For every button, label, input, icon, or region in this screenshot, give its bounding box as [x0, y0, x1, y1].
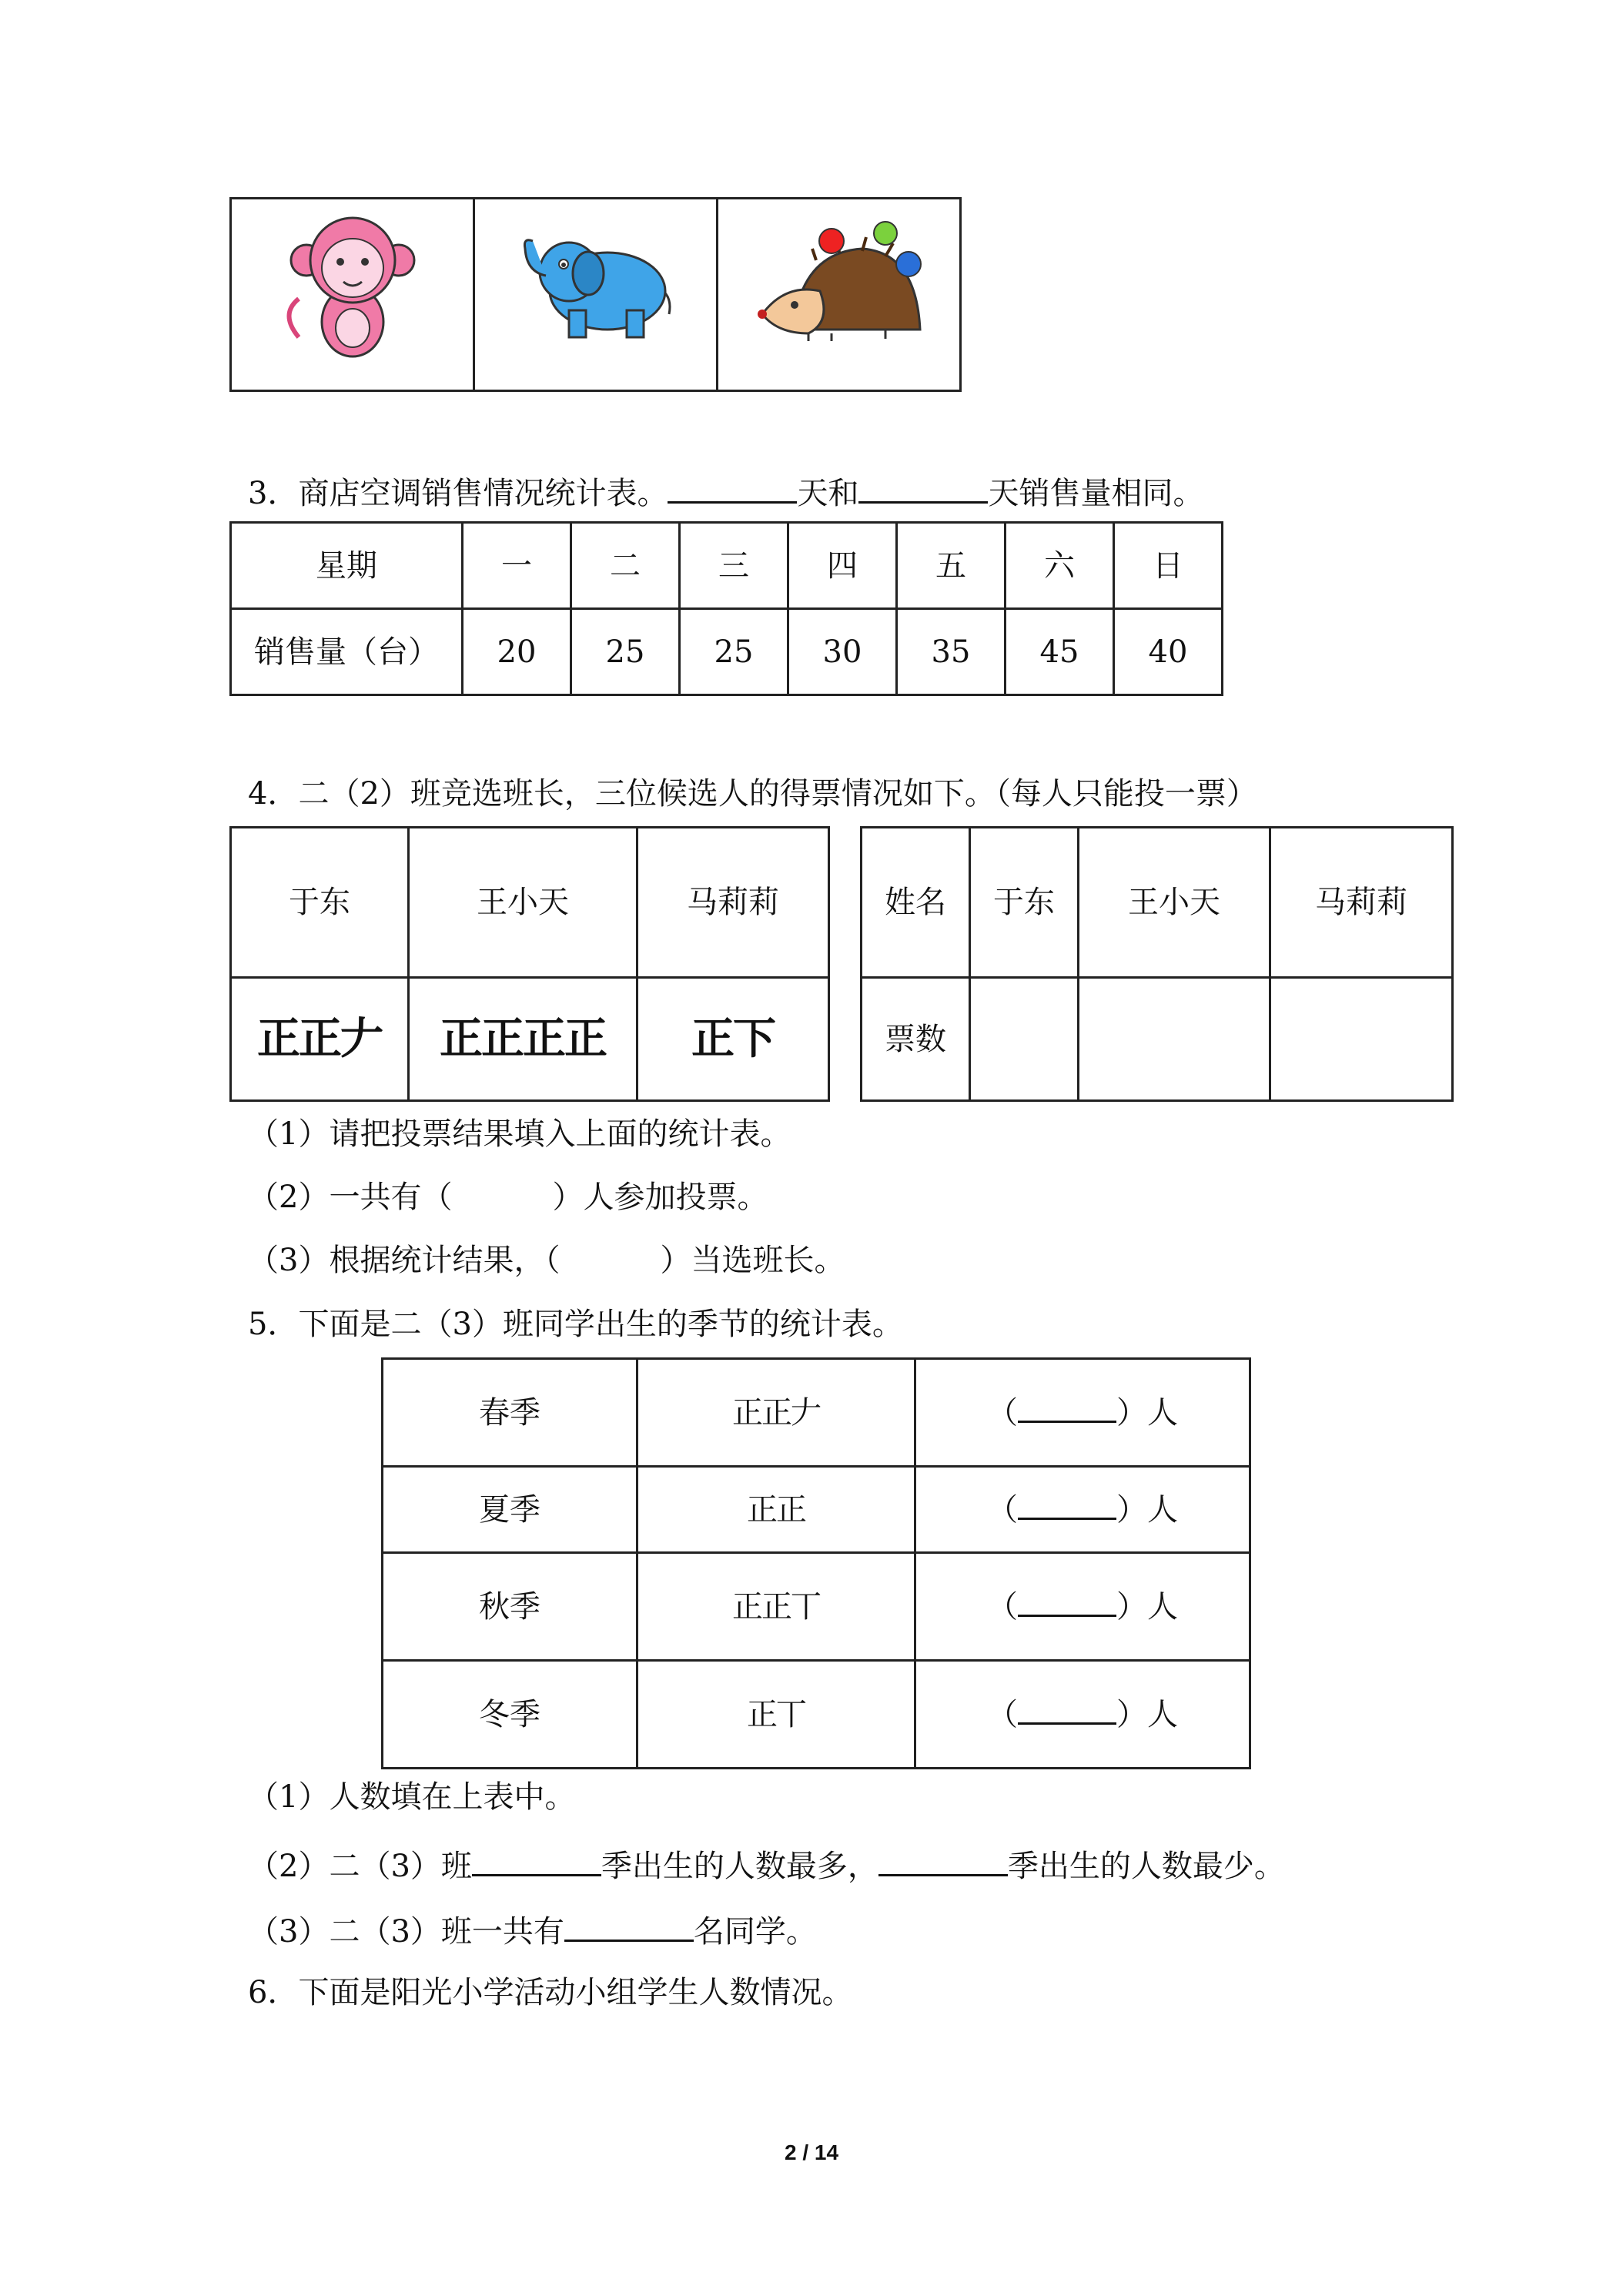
- q4-tally-name: 马莉莉: [637, 828, 829, 978]
- q3-header-cell: 日: [1114, 523, 1223, 609]
- q4-stat-row-label: 票数: [862, 978, 970, 1101]
- q3-header-cell: 星期: [231, 523, 463, 609]
- q5-season: 秋季: [383, 1553, 637, 1661]
- hedgehog-cell: [718, 199, 961, 391]
- q5-count-blank[interactable]: [1018, 1387, 1116, 1423]
- q3-text: [248, 467, 1203, 515]
- q4-tally-mark: 正正𠂇: [231, 978, 409, 1101]
- q5-count-cell[interactable]: [915, 1359, 1250, 1467]
- q5-count-cell[interactable]: [915, 1661, 1250, 1769]
- q5-count-blank[interactable]: [1018, 1581, 1116, 1617]
- q4-stat-input[interactable]: [1079, 978, 1270, 1101]
- q3-blank-2[interactable]: [858, 467, 988, 504]
- q4-sub2: [248, 1176, 768, 1219]
- q4-tally-name: 于东: [231, 828, 409, 978]
- q5-tally: 正正: [637, 1467, 915, 1553]
- q5-sub2-b: 季出生的人数最多，: [601, 1849, 878, 1884]
- q4-sub3: [248, 1239, 845, 1282]
- q5-blank-left: （: [987, 1588, 1018, 1625]
- q5-blank-right: ）人: [1116, 1394, 1178, 1431]
- q5-count-blank[interactable]: [1018, 1689, 1116, 1725]
- q4-stat-header: 马莉莉: [1270, 828, 1453, 978]
- q5-blank-right: ）人: [1116, 1491, 1178, 1528]
- q4-sub2-a: （2）一共有（: [248, 1180, 453, 1215]
- monkey-picture: [276, 206, 430, 360]
- q4-tally-name: 王小天: [409, 828, 637, 978]
- q5-season: 夏季: [383, 1467, 637, 1553]
- q6-title: 6．下面是阳光小学活动小组学生人数情况。: [248, 1975, 853, 2010]
- q5-sub2: [248, 1840, 1285, 1888]
- q3-value-cell: 40: [1114, 609, 1223, 695]
- q5-sub2-blank-2[interactable]: [878, 1840, 1008, 1876]
- q3-row-label: 销售量（台）: [231, 609, 463, 695]
- hedgehog-picture: [747, 206, 932, 360]
- q4-tally-mark: 正下: [637, 978, 829, 1101]
- q5-count-cell[interactable]: [915, 1553, 1250, 1661]
- q5-count-blank[interactable]: [1018, 1484, 1116, 1520]
- q4-stat-input[interactable]: [1270, 978, 1453, 1101]
- q3-prefix: 3．商店空调销售情况统计表。: [248, 476, 668, 511]
- q4-sub3-a: （3）根据统计结果，（: [248, 1243, 561, 1278]
- animal-picture-table: [229, 197, 962, 392]
- q5-sub1: （1）人数填在上表中。: [248, 1779, 576, 1815]
- q3-blank-1[interactable]: [668, 467, 797, 504]
- q3-header-cell: 六: [1006, 523, 1114, 609]
- q3-value-cell: 45: [1006, 609, 1114, 695]
- q3-header-cell: 三: [680, 523, 788, 609]
- q4-stat-table: [860, 826, 1454, 1102]
- q5-blank-left: （: [987, 1394, 1018, 1431]
- q5-tally: 正正𠂇: [637, 1359, 915, 1467]
- q3-value-cell: 20: [463, 609, 571, 695]
- q4-tally-table: [229, 826, 830, 1102]
- q5-sub3-a: （3）二（3）班一共有: [248, 1914, 564, 1950]
- q4-stat-header: 王小天: [1079, 828, 1270, 978]
- q3-header-cell: 一: [463, 523, 571, 609]
- q3-value-cell: 30: [788, 609, 897, 695]
- q5-sub3-b: 名同学。: [693, 1914, 817, 1950]
- q5-sub2-blank-1[interactable]: [472, 1840, 601, 1876]
- monkey-cell: [231, 199, 474, 391]
- q3-suffix: 天销售量相同。: [988, 476, 1204, 511]
- elephant-cell: [474, 199, 718, 391]
- q4-stat-header: 姓名: [862, 828, 970, 978]
- q3-header-cell: 二: [571, 523, 680, 609]
- q3-header-cell: 四: [788, 523, 897, 609]
- q5-sub3-blank[interactable]: [564, 1906, 694, 1942]
- q5-blank-right: ）人: [1116, 1588, 1178, 1625]
- q5-season-table: [381, 1357, 1251, 1769]
- q5-season: 春季: [383, 1359, 637, 1467]
- q5-blank-left: （: [987, 1696, 1018, 1732]
- q3-sales-table: [229, 521, 1223, 696]
- q3-value-cell: 25: [571, 609, 680, 695]
- elephant-picture: [511, 218, 681, 349]
- q4-sub1: （1）请把投票结果填入上面的统计表。: [248, 1116, 791, 1152]
- q4-stat-input[interactable]: [970, 978, 1079, 1101]
- q5-tally: 正丅: [637, 1661, 915, 1769]
- q4-tally-mark: 正正正正: [409, 978, 637, 1101]
- q5-season: 冬季: [383, 1661, 637, 1769]
- q5-sub2-c: 季出生的人数最少。: [1007, 1849, 1285, 1884]
- q4-sub3-b: ）当选班长。: [660, 1243, 845, 1278]
- q3-mid: 天和: [797, 476, 859, 511]
- q4-sub2-b: ）人参加投票。: [552, 1180, 768, 1215]
- q3-value-cell: 25: [680, 609, 788, 695]
- q5-sub3: [248, 1906, 817, 1953]
- q5-count-cell[interactable]: [915, 1467, 1250, 1553]
- q5-blank-right: ）人: [1116, 1696, 1178, 1732]
- q5-sub2-a: （2）二（3）班: [248, 1849, 472, 1884]
- q5-title: 5．下面是二（3）班同学出生的季节的统计表。: [248, 1307, 903, 1342]
- q3-header-cell: 五: [897, 523, 1006, 609]
- q3-value-cell: 35: [897, 609, 1006, 695]
- q5-blank-left: （: [987, 1491, 1018, 1528]
- q4-stat-header: 于东: [970, 828, 1079, 978]
- page-number: 2 / 14: [784, 2140, 839, 2164]
- q5-tally: 正正丅: [637, 1553, 915, 1661]
- q4-title: 4．二（2）班竞选班长，三位候选人的得票情况如下。（每人只能投一票）: [248, 776, 1257, 812]
